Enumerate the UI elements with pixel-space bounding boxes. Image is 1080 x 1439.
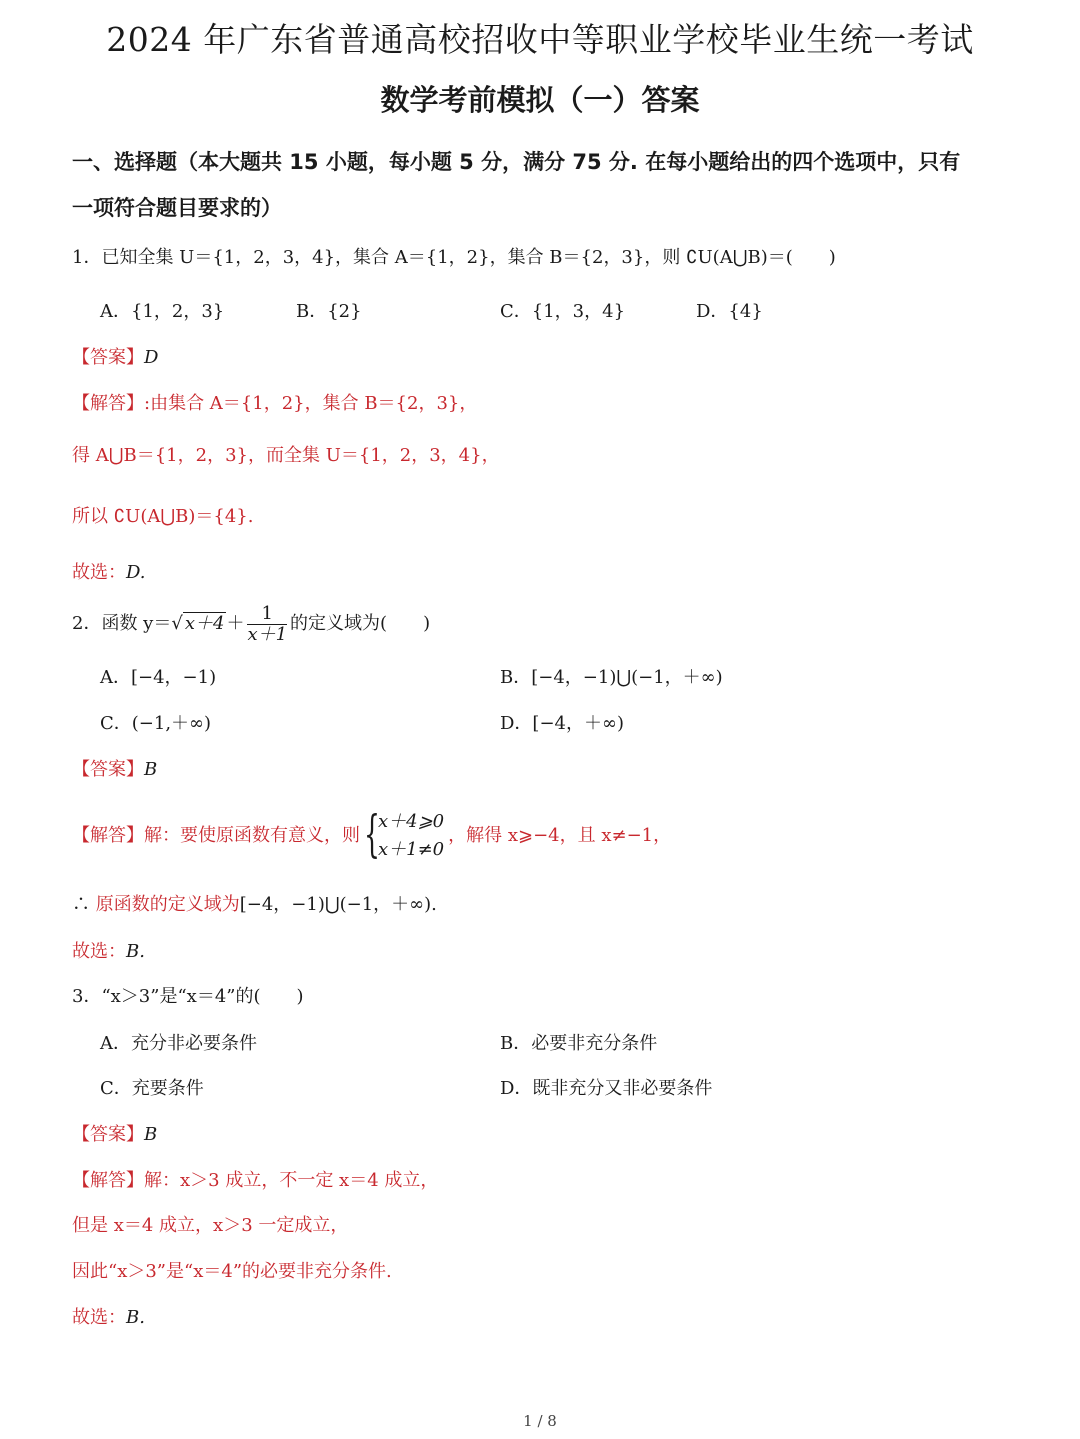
q1-choose-row bbox=[72, 561, 146, 585]
q2-therefore-value: [−4，−1)⋃(−1，＋∞). bbox=[239, 894, 437, 915]
q1-option-b: B．{2} bbox=[296, 301, 362, 322]
q2-answer-tag: 【答案】 bbox=[72, 759, 144, 780]
q2-choose: B. bbox=[126, 941, 145, 962]
q1-solution-line1: 由集合 A＝{1，2}，集合 B＝{2，3}， bbox=[150, 393, 478, 414]
q3-choose: B. bbox=[126, 1307, 145, 1328]
left-brace: { bbox=[364, 805, 380, 863]
q3-option-c: C．充要条件 bbox=[100, 1078, 204, 1099]
q1-stem: 1．已知全集 U＝{1，2，3，4}，集合 A＝{1，2}，集合 B＝{2，3}，则 ∁U(A⋃B)＝( ) bbox=[72, 247, 836, 268]
q3-answer: B bbox=[144, 1124, 158, 1145]
q1-solution-tag: 【解答】: bbox=[72, 393, 151, 414]
q2-therefore-row bbox=[72, 893, 437, 917]
q2-solution-row bbox=[72, 806, 671, 866]
q2-solution-suffix: ，解得 x⩾−4，且 x≠−1， bbox=[448, 825, 672, 846]
q2-answer: B bbox=[144, 759, 158, 780]
q2-answer-row bbox=[72, 758, 157, 782]
therefore-symbol: ∴ bbox=[72, 894, 96, 915]
q1-answer: D bbox=[144, 347, 159, 368]
q1-choose-prefix: 故选： bbox=[72, 562, 126, 583]
q2-option-b: B．[−4，−1)⋃(−1，＋∞) bbox=[500, 667, 723, 688]
section-heading-line1: 一、选择题（本大题共 15 小题，每小题 5 分，满分 75 分. 在每小题给出的四个选项中，只有 bbox=[72, 150, 961, 174]
q2-frac-den: x＋1 bbox=[247, 623, 288, 645]
q2-sqrt-expr: x＋4 bbox=[184, 613, 225, 634]
q1-option-d: D．{4} bbox=[696, 301, 763, 322]
q3-choose-prefix: 故选： bbox=[72, 1307, 126, 1328]
q2-system-row2: x＋1≠0 bbox=[378, 839, 445, 860]
q2-choose-prefix: 故选： bbox=[72, 941, 126, 962]
q2-therefore-text: 原函数的定义域为 bbox=[95, 894, 240, 915]
q2-stem bbox=[72, 602, 430, 646]
q1-option-a: A．{1，2，3} bbox=[100, 301, 225, 322]
q2-solution-tag: 【解答】 bbox=[72, 825, 144, 846]
q3-option-b: B．必要非充分条件 bbox=[500, 1033, 658, 1054]
q3-answer-tag: 【答案】 bbox=[72, 1124, 144, 1145]
q2-system-row1: x＋4⩾0 bbox=[378, 811, 445, 832]
q2-fraction bbox=[247, 604, 287, 645]
q2-choose-row bbox=[72, 940, 145, 964]
page-subtitle: 数学考前模拟（一）答案 bbox=[380, 83, 700, 117]
q3-solution-line2: 但是 x＝4 成立，x＞3 一定成立， bbox=[72, 1215, 349, 1236]
page-number: 1 / 8 bbox=[523, 1412, 557, 1430]
q3-solution-tag: 【解答】 bbox=[72, 1170, 144, 1191]
q3-answer-row bbox=[72, 1123, 157, 1147]
q3-solution-line1: 解：x＞3 成立，不一定 x＝4 成立， bbox=[144, 1170, 439, 1191]
q2-stem-prefix: 2．函数 y＝ bbox=[72, 613, 172, 634]
section-heading-line2: 一项符合题目要求的） bbox=[72, 196, 282, 220]
q1-answer-row bbox=[72, 346, 158, 370]
q1-solution-line2: 得 A⋃B＝{1，2，3}，而全集 U＝{1，2，3，4}， bbox=[72, 445, 500, 466]
q1-choose: D. bbox=[126, 562, 146, 583]
q2-option-a: A．[−4，−1) bbox=[100, 667, 217, 688]
q2-inequality-system bbox=[364, 805, 445, 864]
q3-option-a: A．充分非必要条件 bbox=[100, 1033, 257, 1054]
q2-plus: ＋ bbox=[226, 613, 245, 634]
q2-option-c: C．(−1,＋∞) bbox=[100, 713, 212, 734]
q3-choose-row bbox=[72, 1306, 145, 1330]
q2-frac-num: 1 bbox=[247, 604, 287, 625]
q2-option-d: D．[−4，＋∞) bbox=[500, 713, 625, 734]
q3-solution-row bbox=[72, 1169, 438, 1193]
q3-solution-line3: 因此“x＞3”是“x＝4”的必要非充分条件. bbox=[72, 1261, 392, 1282]
q3-stem: 3．“x＞3”是“x＝4”的( ) bbox=[72, 986, 304, 1007]
sqrt-sign: √ bbox=[171, 613, 183, 634]
page-title: 2024 年广东省普通高校招收中等职业学校毕业生统一考试 bbox=[106, 20, 974, 59]
q3-option-d: D．既非充分又非必要条件 bbox=[500, 1078, 713, 1099]
q1-solution-line3: 所以 ∁U(A⋃B)＝{4}. bbox=[72, 506, 254, 527]
q2-stem-suffix: 的定义域为( ) bbox=[290, 613, 431, 634]
q1-option-c: C．{1，3，4} bbox=[500, 301, 626, 322]
q1-answer-tag: 【答案】 bbox=[72, 347, 144, 368]
q1-solution-row bbox=[72, 392, 477, 416]
q2-solution-prefix: 解：要使原函数有意义，则 bbox=[144, 825, 360, 846]
